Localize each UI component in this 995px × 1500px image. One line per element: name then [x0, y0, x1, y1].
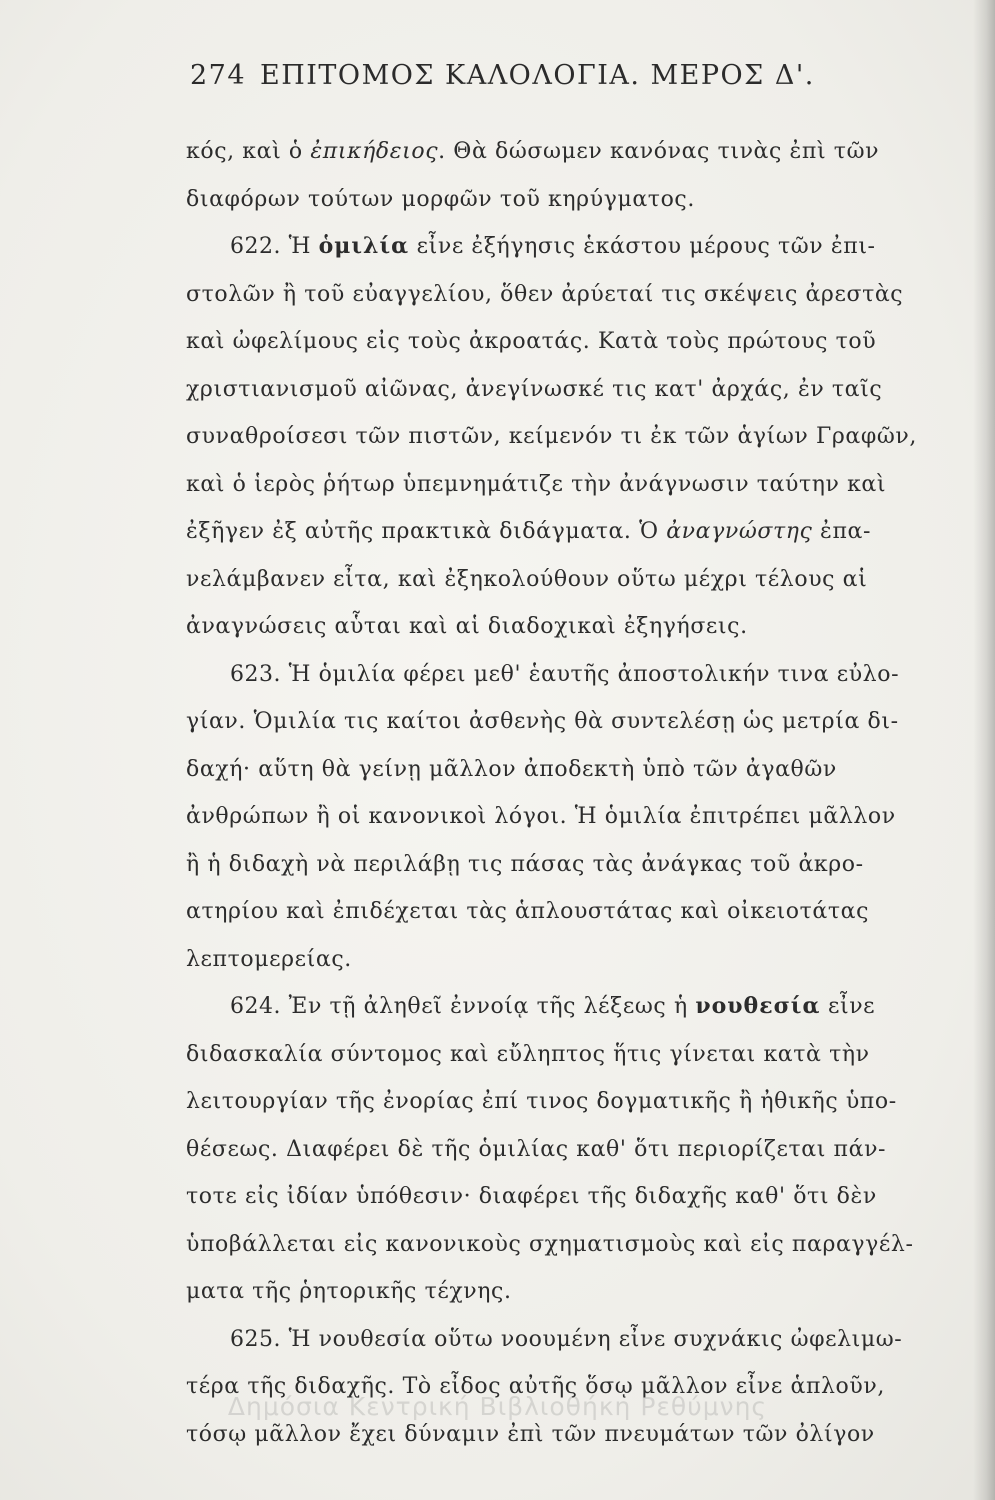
paragraph-number: 623. — [230, 661, 281, 687]
bold-term: νουθεσία — [695, 993, 821, 1019]
text-line: ατηρίου καὶ ἐπιδέχεται τὰς ἁπλουστάτας καὶ οἰκειοτάτας — [186, 899, 870, 924]
text-line: καὶ ὠφελίμους εἰς τοὺς ἀκροατάς. Κατὰ τοὺς πρώτους τοῦ — [186, 329, 877, 354]
text-line — [186, 508, 976, 556]
text-line: τοτε εἰς ἰδίαν ὑπόθεσιν· διαφέρει τῆς διδαχῆς καθ' ὅτι δὲν — [186, 1184, 877, 1209]
text-fragment: Ἐν τῇ ἀληθεῖ ἐννοίᾳ τῆς λέξεως ἡ — [280, 994, 696, 1019]
running-title: ΕΠΙΤΟΜΟΣ ΚΑΛΟΛΟΓΙΑ. ΜΕΡΟΣ Δ'. — [260, 60, 815, 91]
text-fragment: Ἡ νουθεσία οὕτω νοουμένη εἶνε συχνάκις ὠφελιμω- — [280, 1326, 903, 1352]
text-line: συναθροίσεσι τῶν πιστῶν, κείμενόν τι ἐκ τῶν ἁγίων Γραφῶν, — [186, 424, 917, 449]
text-line: δαχή· αὕτη θὰ γείνῃ μᾶλλον ἀποδεκτὴ ὑπὸ τῶν ἀγαθῶν — [186, 756, 837, 782]
text-line: γίαν. Ὁμιλία τις καίτοι ἀσθενὴς θὰ συντελέσῃ ὡς μετρία δι- — [186, 709, 899, 734]
text-line: τέρα τῆς διδαχῆς. Τὸ εἶδος αὐτῆς ὅσῳ μᾶλλον εἶνε ἁπλοῦν, — [186, 1374, 885, 1399]
paragraph-625-start — [186, 1316, 976, 1364]
text-fragment: Ἡ — [280, 234, 319, 259]
text-line: λειτουργίαν τῆς ἐνορίας ἐπί τινος δογματικῆς ἢ ἠθικῆς ὑπο- — [186, 1089, 897, 1114]
paragraph-624-start — [186, 983, 976, 1031]
italic-term: ἀναγνώστης — [666, 519, 813, 544]
text-line: ἀναγνώσεις αὗται καὶ αἱ διαδοχικαὶ ἐξηγήσεις. — [186, 614, 748, 639]
paragraph-623-start — [186, 651, 976, 699]
text-fragment: Ἡ ὁμιλία φέρει μεθ' ἑαυτῆς ἀποστολικήν τινα εὐλο- — [280, 661, 900, 687]
text-fragment: εἶνε — [820, 994, 876, 1019]
body-text — [186, 128, 976, 1458]
text-line: ὑποβάλλεται εἰς κανονικοὺς σχηματισμοὺς καὶ εἰς παραγγέλ- — [186, 1231, 914, 1257]
text-line: λεπτομερείας. — [186, 946, 352, 972]
paragraph-number: 622. — [230, 234, 281, 259]
text-line: διδασκαλία σύντομος καὶ εὔληπτος ἥτις γίνεται κατὰ τὴν — [186, 1041, 870, 1067]
text-fragment: ἐξῆγεν ἐξ αὐτῆς πρακτικὰ διδάγματα. Ὁ — [186, 519, 667, 544]
library-watermark: Δημόσια Κεντρική Βιβλιοθήκη Ρεθύμνης — [227, 1392, 768, 1421]
italic-term: ἐπικήδειος — [310, 139, 439, 164]
bold-term: ὁμιλία — [318, 233, 410, 259]
text-line: ἢ ἡ διδαχὴ νὰ περιλάβῃ τις πάσας τὰς ἀνάγκας τοῦ ἀκρο- — [186, 851, 864, 877]
text-fragment: κός, καὶ ὁ — [186, 139, 311, 164]
text-line: χριστιανισμοῦ αἰῶνας, ἀνεγίνωσκέ τις κατ' ἀρχάς, ἐν ταῖς — [186, 376, 883, 402]
text-line: θέσεως. Διαφέρει δὲ τῆς ὁμιλίας καθ' ὅτι περιορίζεται πάν- — [186, 1136, 887, 1162]
text-fragment: ἐπα- — [812, 519, 872, 544]
paragraph-number: 624. — [230, 994, 281, 1019]
text-line: στολῶν ἢ τοῦ εὐαγγελίου, ὅθεν ἀρύεταί τις σκέψεις ἀρεστὰς — [186, 281, 904, 307]
paragraph-number: 625. — [230, 1326, 281, 1352]
text-fragment: . Θὰ δώσωμεν κανόνας τινὰς ἐπὶ τῶν — [438, 139, 880, 164]
text-line: ἀνθρώπων ἢ οἱ κανονικοὶ λόγοι. Ἡ ὁμιλία ἐπιτρέπει μᾶλλον — [186, 804, 896, 829]
page-header — [190, 60, 910, 100]
text-line — [186, 128, 976, 176]
text-line: ματα τῆς ῥητορικῆς τέχνης. — [186, 1279, 512, 1304]
text-line: καὶ ὁ ἱερὸς ῥήτωρ ὑπεμνημάτιζε τὴν ἀνάγνωσιν ταύτην καὶ — [186, 471, 887, 497]
text-line: νελάμβανεν εἶτα, καὶ ἐξηκολούθουν οὕτω μέχρι τέλους αἱ — [186, 566, 868, 592]
text-line: διαφόρων τούτων μορφῶν τοῦ κηρύγματος. — [186, 186, 695, 212]
text-fragment: εἶνε ἐξήγησις ἑκάστου μέρους τῶν ἐπι- — [409, 234, 876, 259]
text-line: τόσῳ μᾶλλον ἔχει δύναμιν ἐπὶ τῶν πνευμάτων τῶν ὀλίγον — [186, 1421, 875, 1447]
paragraph-622-start — [186, 223, 976, 271]
page-number: 274 — [190, 60, 247, 91]
page-edge-shadow — [973, 0, 995, 1500]
